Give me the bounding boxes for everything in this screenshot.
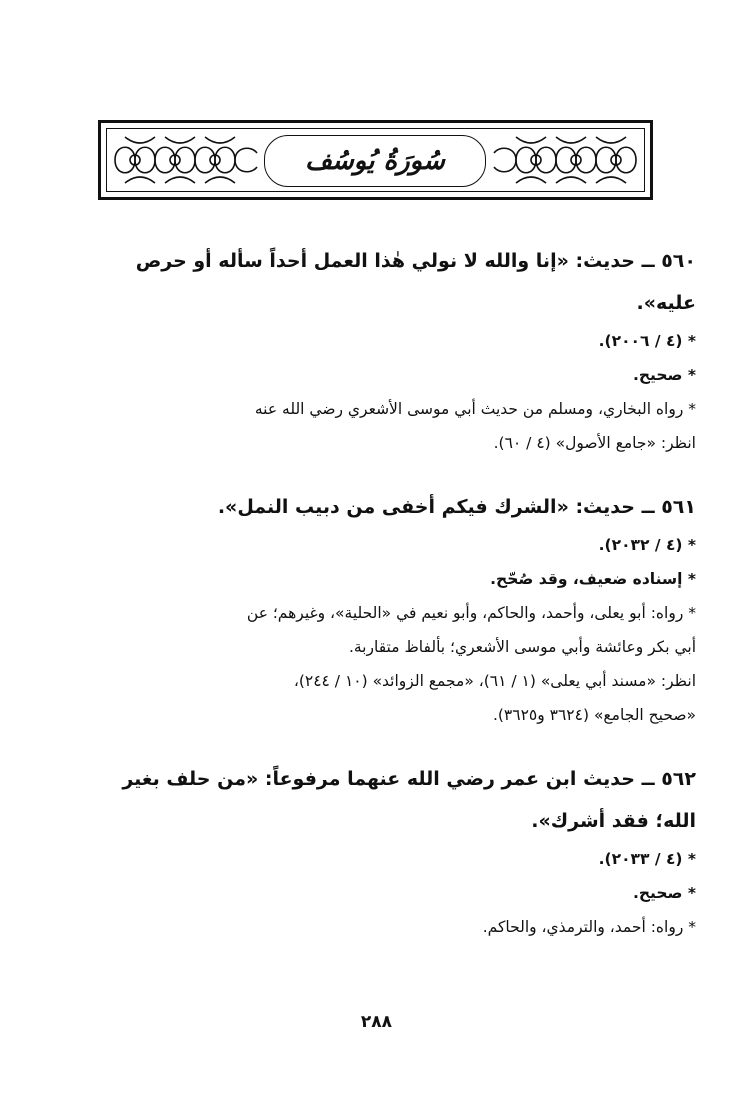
- hadith-entry-562: [80, 758, 696, 944]
- surah-title-cartouche: [264, 135, 486, 187]
- hadith-see-also: انظر: «مسند أبي يعلى» (١ / ٦١)، «مجمع الزوائد» (١٠ / ٢٤٤)،: [293, 672, 696, 690]
- page-number: ٢٨٨: [360, 1012, 393, 1032]
- hadith-heading: ٥٦١ ــ حديث: «الشرك فيكم أخفى من دبيب النمل».: [217, 496, 696, 518]
- hadith-narration: * رواه: أحمد، والترمذي، والحاكم.: [482, 918, 696, 936]
- hadith-see-also-cont: «صحيح الجامع» (٣٦٢٤ و٣٦٢٥).: [492, 706, 696, 724]
- hadith-grade: * صحيح.: [632, 884, 696, 902]
- hadith-reference: * (٤ / ٢٠٣٢).: [598, 536, 696, 554]
- hadith-entry-560: [80, 240, 696, 460]
- surah-title: سُورَةُ يُوسُف: [305, 146, 445, 176]
- hadith-grade: * صحيح.: [632, 366, 696, 384]
- hadith-reference: * (٤ / ٢٠٠٦).: [598, 332, 696, 350]
- hadith-grade: * إسناده ضعيف، وقد صُحّح.: [490, 570, 696, 588]
- hadith-entry-561: [80, 486, 696, 732]
- hadith-heading: ٥٦٢ ــ حديث ابن عمر رضي الله عنهما مرفوعاً: «من حلف بغير الله؛ فقد أشرك».: [122, 768, 696, 832]
- hadith-see-also: انظر: «جامع الأصول» (٤ / ٦٠).: [493, 434, 696, 452]
- hadith-narration-cont: أبي بكر وعائشة وأبي موسى الأشعري؛ بألفاظ متقاربة.: [348, 638, 696, 656]
- hadith-narration: * رواه البخاري، ومسلم من حديث أبي موسى الأشعري رضي الله عنه: [254, 400, 696, 418]
- hadith-heading: ٥٦٠ ــ حديث: «إنا والله لا نولي هٰذا العمل أحداً سأله أو حرص عليه».: [135, 250, 696, 314]
- surah-header-ornament: [98, 120, 653, 200]
- hadith-list: [80, 240, 696, 970]
- hadith-narration: * رواه: أبو يعلى، وأحمد، والحاكم، وأبو نعيم في «الحلية»، وغيرهم؛ عن: [246, 604, 696, 622]
- hadith-reference: * (٤ / ٢٠٣٣).: [598, 850, 696, 868]
